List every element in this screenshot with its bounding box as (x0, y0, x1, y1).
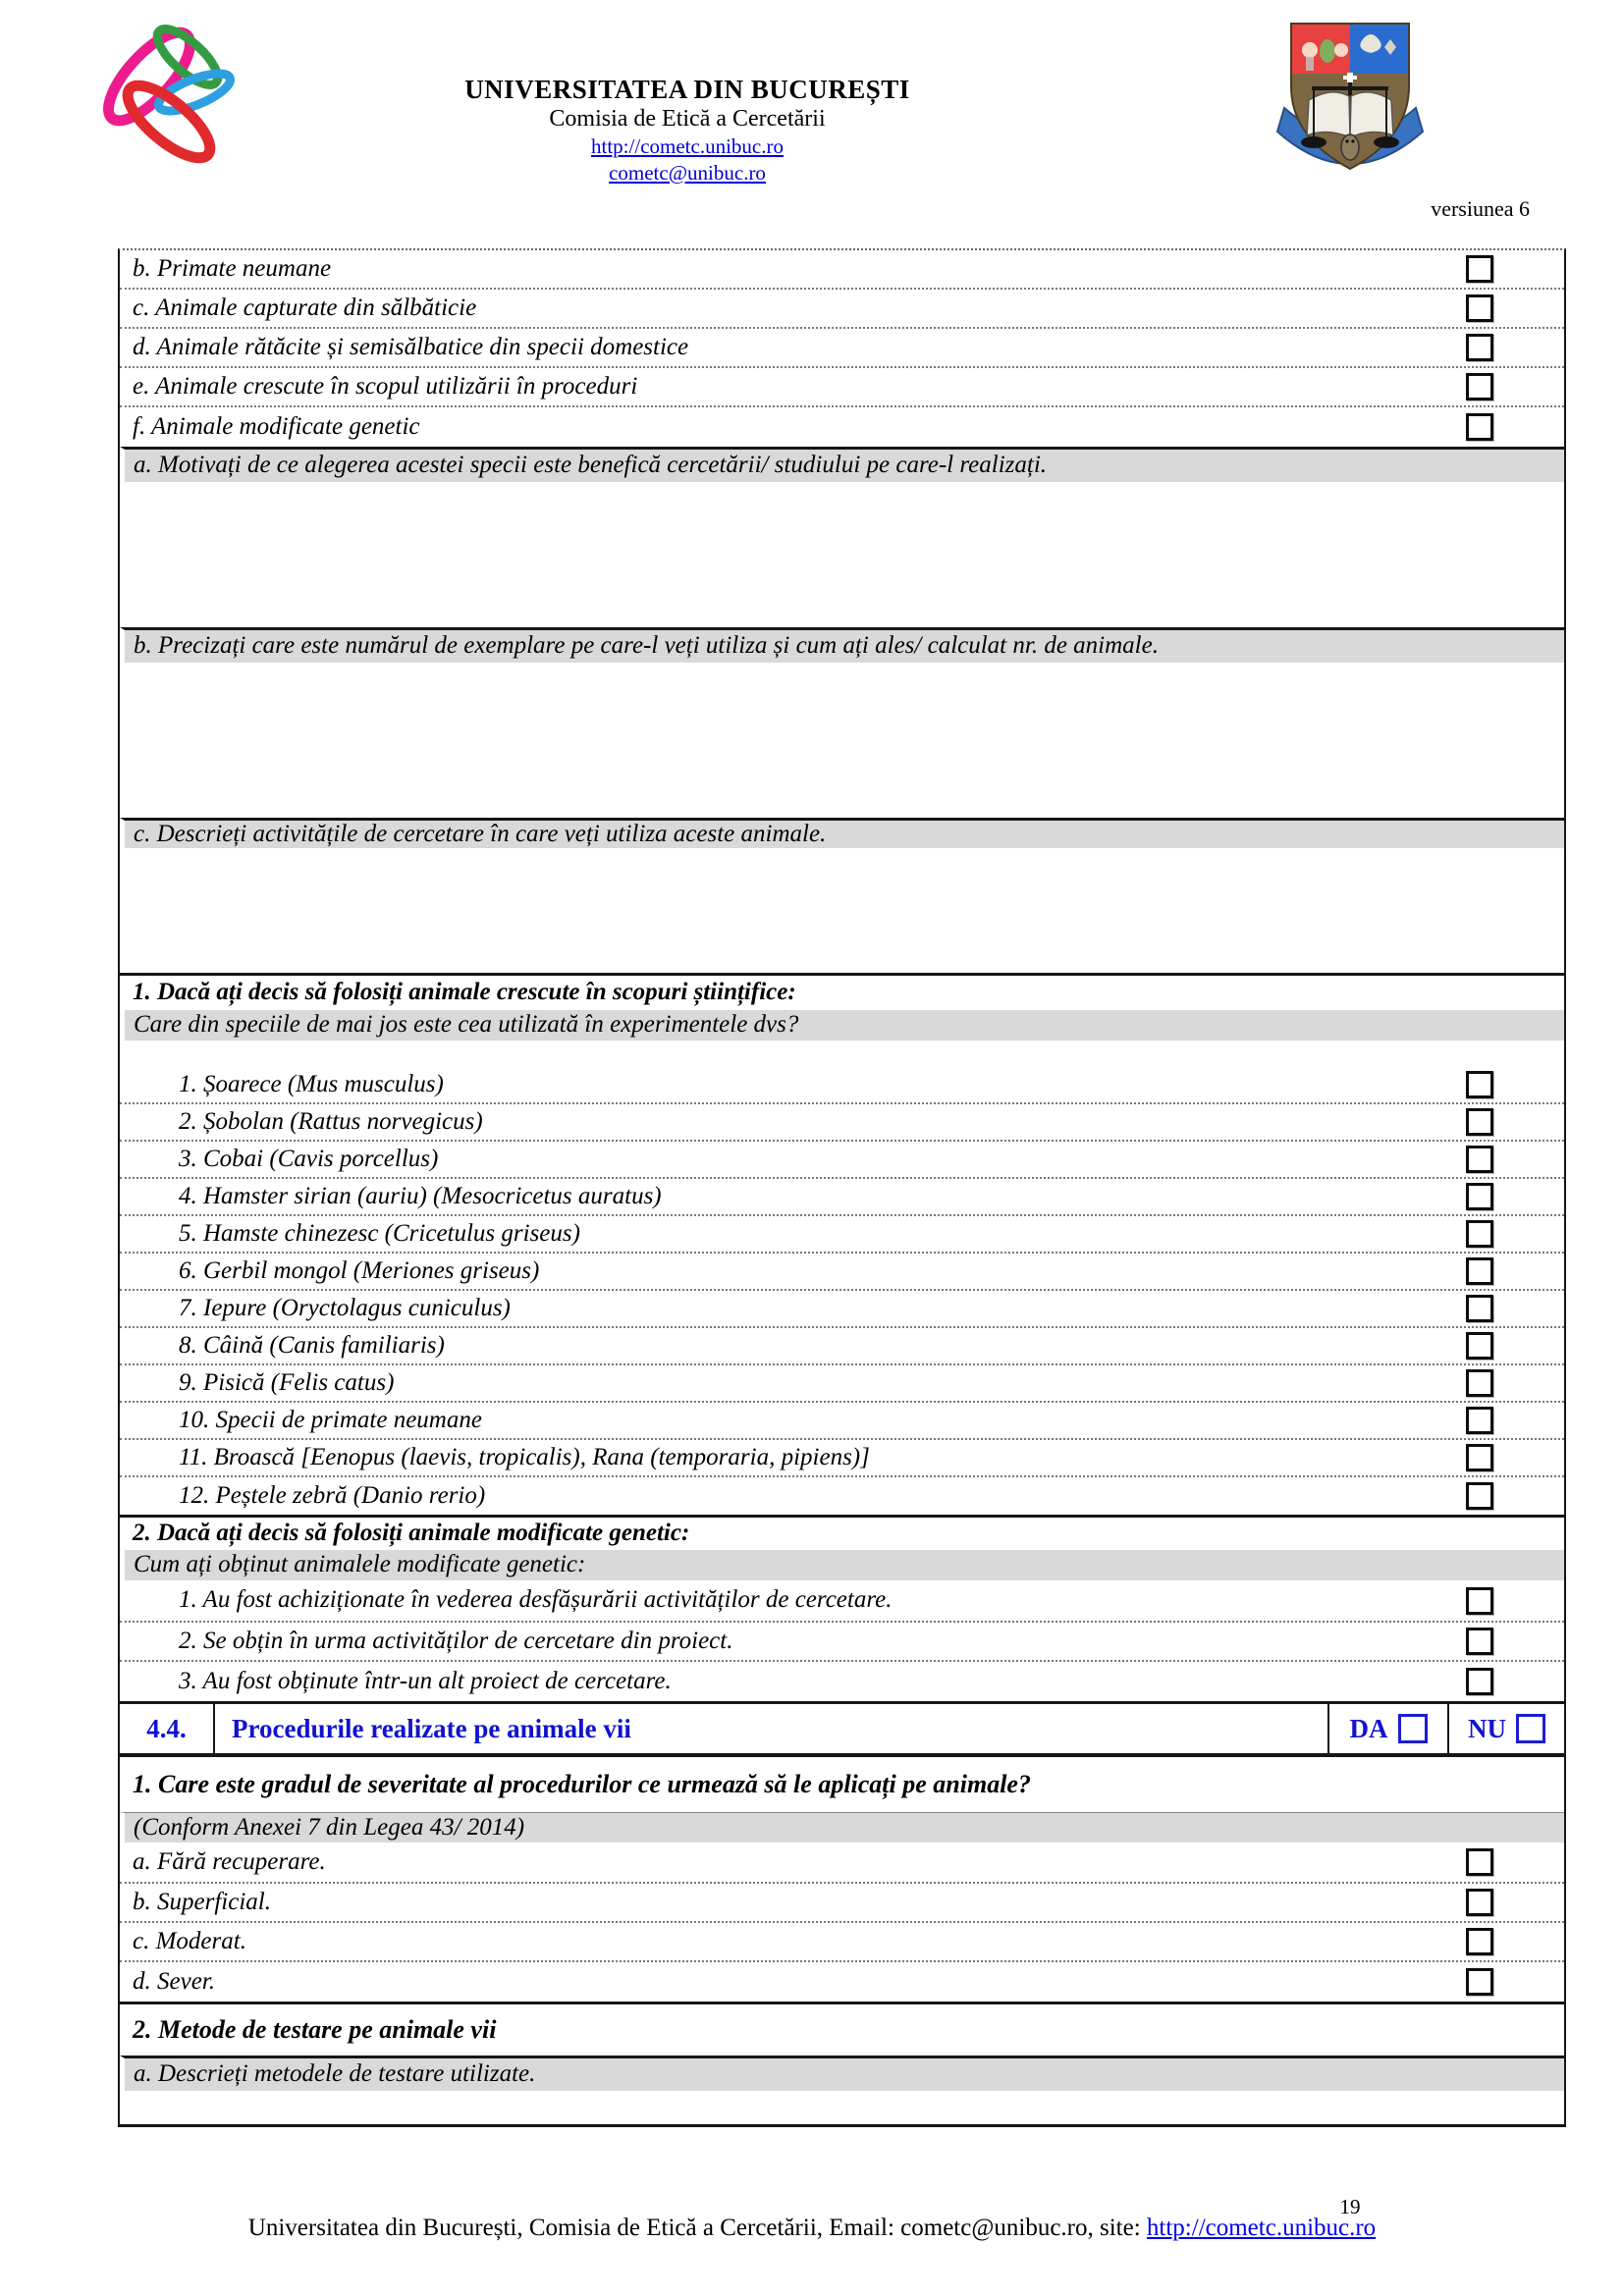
checkbox-broasca[interactable] (1466, 1444, 1493, 1471)
species-row (120, 1179, 1564, 1216)
species-row (120, 1104, 1564, 1142)
species-row (120, 1440, 1564, 1477)
university-coat-of-arms-icon (1276, 18, 1424, 192)
gm-option-row (120, 1580, 1564, 1623)
species-row (120, 1477, 1564, 1515)
checkbox-primate[interactable] (1466, 1407, 1493, 1434)
checkbox-peste-zebra[interactable] (1466, 1482, 1493, 1510)
species-label: 5. Hamste chinezesc (Cricetulus griseus) (179, 1219, 580, 1247)
species-label: 11. Broască [Eenopus (laevis, tropicalis), Rana (temporaria, pipiens)] (179, 1443, 870, 1470)
gm-option-row (120, 1623, 1564, 1662)
option-row (120, 329, 1564, 368)
website-link[interactable]: http://cometc.unibuc.ro (591, 134, 784, 159)
species-label: 6. Gerbil mongol (Meriones griseus) (179, 1256, 540, 1284)
form-table (118, 248, 1566, 2127)
species-label: 1. Șoarece (Mus musculus) (179, 1070, 444, 1097)
checkbox-gm-achizitionate[interactable] (1466, 1587, 1493, 1615)
question-label: c. Descrieți activitățile de cercetare în care veți utiliza aceste animale. (134, 820, 827, 847)
section-4-4-row (120, 1701, 1564, 1757)
committee-name: Comisia de Etică a Cercetării (549, 106, 826, 133)
species-label: 4. Hamster sirian (auriu) (Mesocricetus auratus) (179, 1182, 662, 1209)
header-text-block (352, 75, 1023, 185)
option-row (120, 290, 1564, 329)
option-label: f. Animale modificate genetic (133, 412, 420, 440)
section-subtitle (120, 1010, 1564, 1041)
species-row (120, 1365, 1564, 1403)
section-4-4-title: Procedurile realizate pe animale vii (232, 1713, 631, 1743)
methods-title (120, 2002, 1564, 2056)
footer-site-link[interactable]: http://cometc.unibuc.ro (1146, 2215, 1377, 2241)
answer-box-a[interactable] (120, 482, 1564, 627)
severity-option-row (120, 1884, 1564, 1923)
checkbox-animale-ratacite[interactable] (1466, 334, 1493, 361)
section-title-label: 1. Dacă ați decis să folosiți animale crescute în scopuri științifice: (133, 979, 796, 1006)
checkbox-sobolan[interactable] (1466, 1108, 1493, 1136)
question-header (120, 627, 1564, 663)
checkbox-primate-neumane[interactable] (1466, 255, 1493, 283)
species-label: 10. Specii de primate neumane (179, 1406, 482, 1433)
severity-option-row (120, 1842, 1564, 1884)
spacer (120, 1041, 1564, 1067)
nu-label: NU (1468, 1713, 1506, 1743)
answer-box-methods[interactable] (120, 2091, 1564, 2124)
question-header (120, 818, 1564, 848)
checkbox-iepure[interactable] (1466, 1295, 1493, 1322)
email-link[interactable]: cometc@unibuc.ro (609, 160, 766, 185)
answer-box-b[interactable] (120, 663, 1564, 818)
species-label: 2. Șobolan (Rattus norvegicus) (179, 1107, 483, 1135)
checkbox-sever[interactable] (1466, 1968, 1493, 1996)
checkbox-animale-crescute[interactable] (1466, 373, 1493, 400)
question-header (120, 447, 1564, 482)
species-label: 12. Peștele zebră (Danio rerio) (179, 1481, 486, 1509)
section-subtitle (120, 1550, 1564, 1580)
severity-question-label: 1. Care este gradul de severitate al procedurilor ce urmează să le aplicați pe animale? (133, 1770, 1031, 1799)
footer-line (0, 2215, 1624, 2242)
checkbox-cobai[interactable] (1466, 1146, 1493, 1173)
da-label: DA (1349, 1713, 1388, 1743)
checkbox-gm-se-obtin[interactable] (1466, 1628, 1493, 1655)
checkbox-soarece[interactable] (1466, 1071, 1493, 1098)
checkbox-gerbil[interactable] (1466, 1257, 1493, 1285)
severity-option-label: c. Moderat. (133, 1927, 246, 1954)
species-label: 9. Pisică (Felis catus) (179, 1368, 395, 1396)
footer-text: Universitatea din București, Comisia de Etică a Cercetării, Email: cometc@unibuc.ro, site: (247, 2215, 1147, 2241)
species-row (120, 1142, 1564, 1179)
species-label: 7. Iepure (Oryctolagus cuniculus) (179, 1294, 511, 1321)
section-subtitle-label: Cum ați obținut animalele modificate genetic: (134, 1551, 586, 1578)
checkbox-da[interactable] (1398, 1714, 1428, 1743)
checkbox-gm-alt-proiect[interactable] (1466, 1668, 1493, 1695)
species-label: 3. Cobai (Cavis porcellus) (179, 1145, 439, 1172)
section-subtitle-label: Care din speciile de mai jos este cea utilizată în experimentele dvs? (134, 1011, 799, 1039)
severity-option-row (120, 1923, 1564, 1962)
severity-question-title (120, 1757, 1564, 1812)
section-title (120, 973, 1564, 1010)
species-row (120, 1328, 1564, 1365)
page-number: 19 (1339, 2195, 1361, 2218)
option-label: e. Animale crescute în scopul utilizării în proceduri (133, 372, 638, 400)
section-title-label: 2. Dacă ați decis să folosiți animale modificate genetic: (133, 1520, 690, 1547)
methods-subtitle (120, 2056, 1564, 2091)
gm-option-row (120, 1662, 1564, 1701)
option-row (120, 250, 1564, 290)
severity-option-label: b. Superficial. (133, 1888, 271, 1915)
checkbox-pisica[interactable] (1466, 1369, 1493, 1397)
species-label: 8. Câină (Canis familiaris) (179, 1331, 445, 1359)
species-row (120, 1291, 1564, 1328)
severity-subtitle (120, 1812, 1564, 1842)
university-research-logo-icon (86, 12, 236, 167)
checkbox-animale-capturate[interactable] (1466, 294, 1493, 322)
checkbox-animale-modificate[interactable] (1466, 413, 1493, 441)
option-row (120, 368, 1564, 407)
species-row (120, 1216, 1564, 1254)
checkbox-nu[interactable] (1516, 1714, 1545, 1743)
section-title (120, 1515, 1564, 1550)
severity-option-label: d. Sever. (133, 1967, 215, 1995)
checkbox-hamster-chinezesc[interactable] (1466, 1220, 1493, 1248)
species-row (120, 1067, 1564, 1104)
gm-option-label: 3. Au fost obținute într-un alt proiect de cercetare. (179, 1667, 672, 1694)
university-name: UNIVERSITATEA DIN BUCUREȘTI (464, 75, 910, 104)
option-label: b. Primate neumane (133, 254, 332, 282)
checkbox-hamster-sirian[interactable] (1466, 1183, 1493, 1210)
severity-subtitle-label: (Conform Anexei 7 din Legea 43/ 2014) (134, 1813, 525, 1841)
severity-option-row (120, 1962, 1564, 2002)
version-label: versiunea 6 (1431, 196, 1530, 221)
option-row (120, 407, 1564, 447)
species-row (120, 1403, 1564, 1440)
species-row (120, 1254, 1564, 1291)
checkbox-fara-recuperare[interactable] (1466, 1848, 1493, 1876)
checkbox-moderat[interactable] (1466, 1928, 1493, 1955)
gm-option-label: 2. Se obțin în urma activităților de cercetare din proiect. (179, 1627, 733, 1654)
severity-option-label: a. Fără recuperare. (133, 1847, 326, 1875)
methods-subtitle-label: a. Descrieți metodele de testare utilizate. (134, 2060, 536, 2088)
methods-title-label: 2. Metode de testare pe animale vii (133, 2015, 497, 2045)
option-label: c. Animale capturate din sălbăticie (133, 294, 477, 321)
question-label: b. Precizați care este numărul de exemplare pe care-l veți utiliza și cum ați ales/ calculat nr. de animale. (134, 632, 1159, 660)
checkbox-caine[interactable] (1466, 1332, 1493, 1360)
option-label: d. Animale rătăcite și semisălbatice din specii domestice (133, 333, 689, 360)
question-label: a. Motivați de ce alegerea acestei specii este benefică cercetării/ studiului pe care-l realizați. (134, 452, 1048, 479)
gm-option-label: 1. Au fost achiziționate în vederea desfășurării activităților de cercetare. (179, 1586, 893, 1614)
section-number: 4.4. (120, 1704, 215, 1753)
answer-box-c[interactable] (120, 848, 1564, 973)
checkbox-superficial[interactable] (1466, 1889, 1493, 1916)
